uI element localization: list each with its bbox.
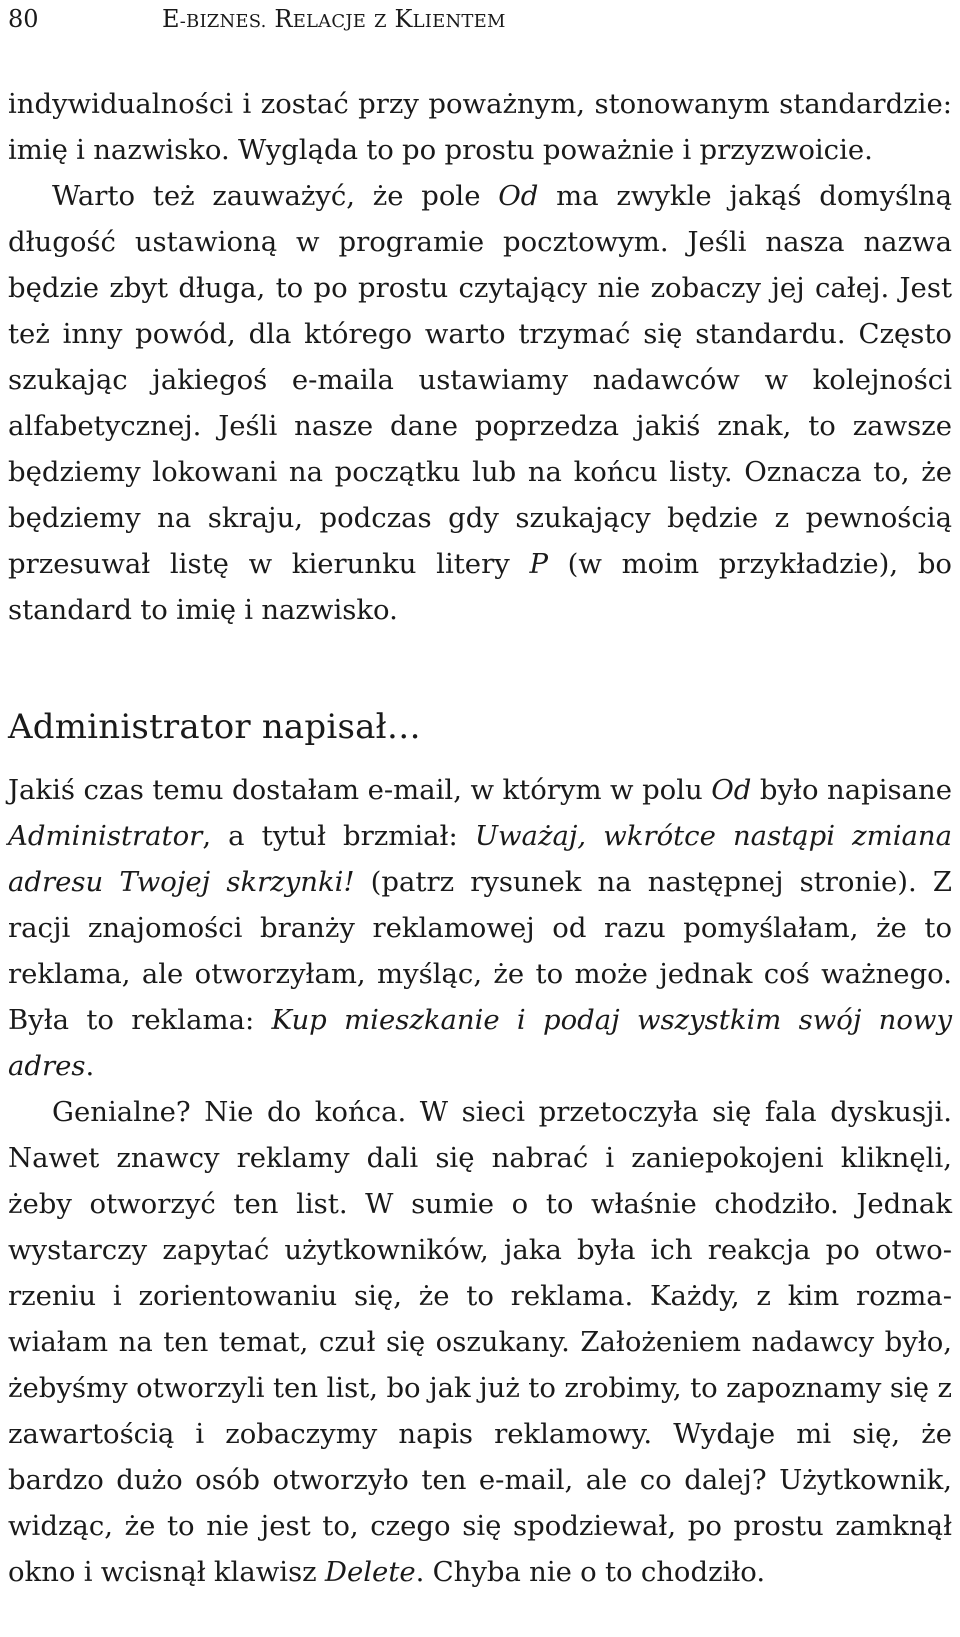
section-heading: Administrator napisał… [8, 707, 421, 747]
text-run: Genialne? Nie do końca. W sieci przetoczyła się fala dyskusji. Nawet znawcy reklamy dali się nabrać i zaniepokojeni kliknęli, żeby otworzyć ten list. W sumie o to właśnie chodziło. Jednak wystarczy zapytać użytkowników, jaka była ich reakcja po otworzeniu i zorientowaniu się, że to reklama. Każdy, z kim rozmawiałam na ten temat, czuł się oszukany. Założeniem nadawcy było, żebyśmy otworzyli ten list, bo jak już to zrobimy, to zapoznamy się z zawartością i zobaczymy napis reklamowy. Wydaje mi się, że bardzo dużo osób otworzyło ten e-mail, ale co dalej? Użytkownik, widząc, że to nie jest to, czego się spodziewał, po prostu zamknął okno i wcisnął klawisz [8, 1096, 952, 1588]
text-run: indywidualności i zostać przy poważnym, stonowanym standardzie: imię i nazwisko. Wygląda to po prostu poważnie i przyzwoicie. [8, 88, 952, 166]
text-run: było napisane [751, 774, 952, 806]
italic-text: Od [711, 774, 752, 806]
header-word: Z [373, 11, 387, 32]
italic-text: Delete [324, 1556, 416, 1588]
text-run: Warto też zauważyć, że pole [52, 180, 499, 212]
running-head-title [162, 4, 506, 37]
section-intro [8, 81, 952, 633]
text-run: . Chyba nie o to chodziło. [415, 1556, 766, 1588]
text-run: Jakiś czas temu dostałam e-mail, w którym w polu [8, 774, 712, 806]
text-run: , a tytuł brzmiał: [202, 820, 475, 852]
italic-text: P [529, 548, 548, 580]
text-run: . [85, 1050, 95, 1082]
italic-text: Kup mieszkanie i podaj wszystkim swój nowy adres [8, 1004, 952, 1082]
text-run: (patrz rysunek na następnej stronie). Z racji znajomości branży reklamowej od razu pomyślałam, że to reklama, ale otworzyłam, myśląc, że to może jednak coś ważnego. Była to reklama: [8, 866, 952, 1036]
running-head [8, 4, 952, 34]
text-run: ma zwykle jakąś domyślną długość ustawioną w programie pocztowym. Jeśli nasza nazwa będzie zbyt długa, to po prostu czytający nie zobaczy jej całej. Jest też inny powód, dla którego warto trzymać się standardu. Często szukając jakiegoś e-maila ustawiamy nadawców w kolejności alfabetycznej. Jeśli nasze dane poprzedza jakiś znak, to zawsze będziemy lokowani na początku lub na końcu listy. Oznacza to, że będziemy na skraju, podczas gdy szukający będzie z pewnością przesuwał listę w kierunku litery [8, 180, 952, 580]
page-content [8, 81, 952, 1595]
text-run: (w moim przykładzie), bo standard to imię i nazwisko. [8, 548, 952, 626]
body-paragraph [8, 767, 952, 1089]
page-number: 80 [8, 5, 39, 33]
italic-text: Od [498, 180, 539, 212]
body-paragraph [8, 81, 952, 173]
italic-text: Administrator [8, 820, 203, 852]
body-paragraph [8, 1089, 952, 1595]
header-word: RELACJE [274, 5, 367, 33]
italic-text: Uważaj, wkrótce nastąpi zmiana adresu Twojej skrzynki! [8, 820, 952, 898]
header-word: KLIENTEM [394, 5, 506, 33]
header-word: E-BIZNES. [162, 5, 267, 33]
body-paragraph [8, 173, 952, 633]
section-administrator [8, 767, 952, 1595]
